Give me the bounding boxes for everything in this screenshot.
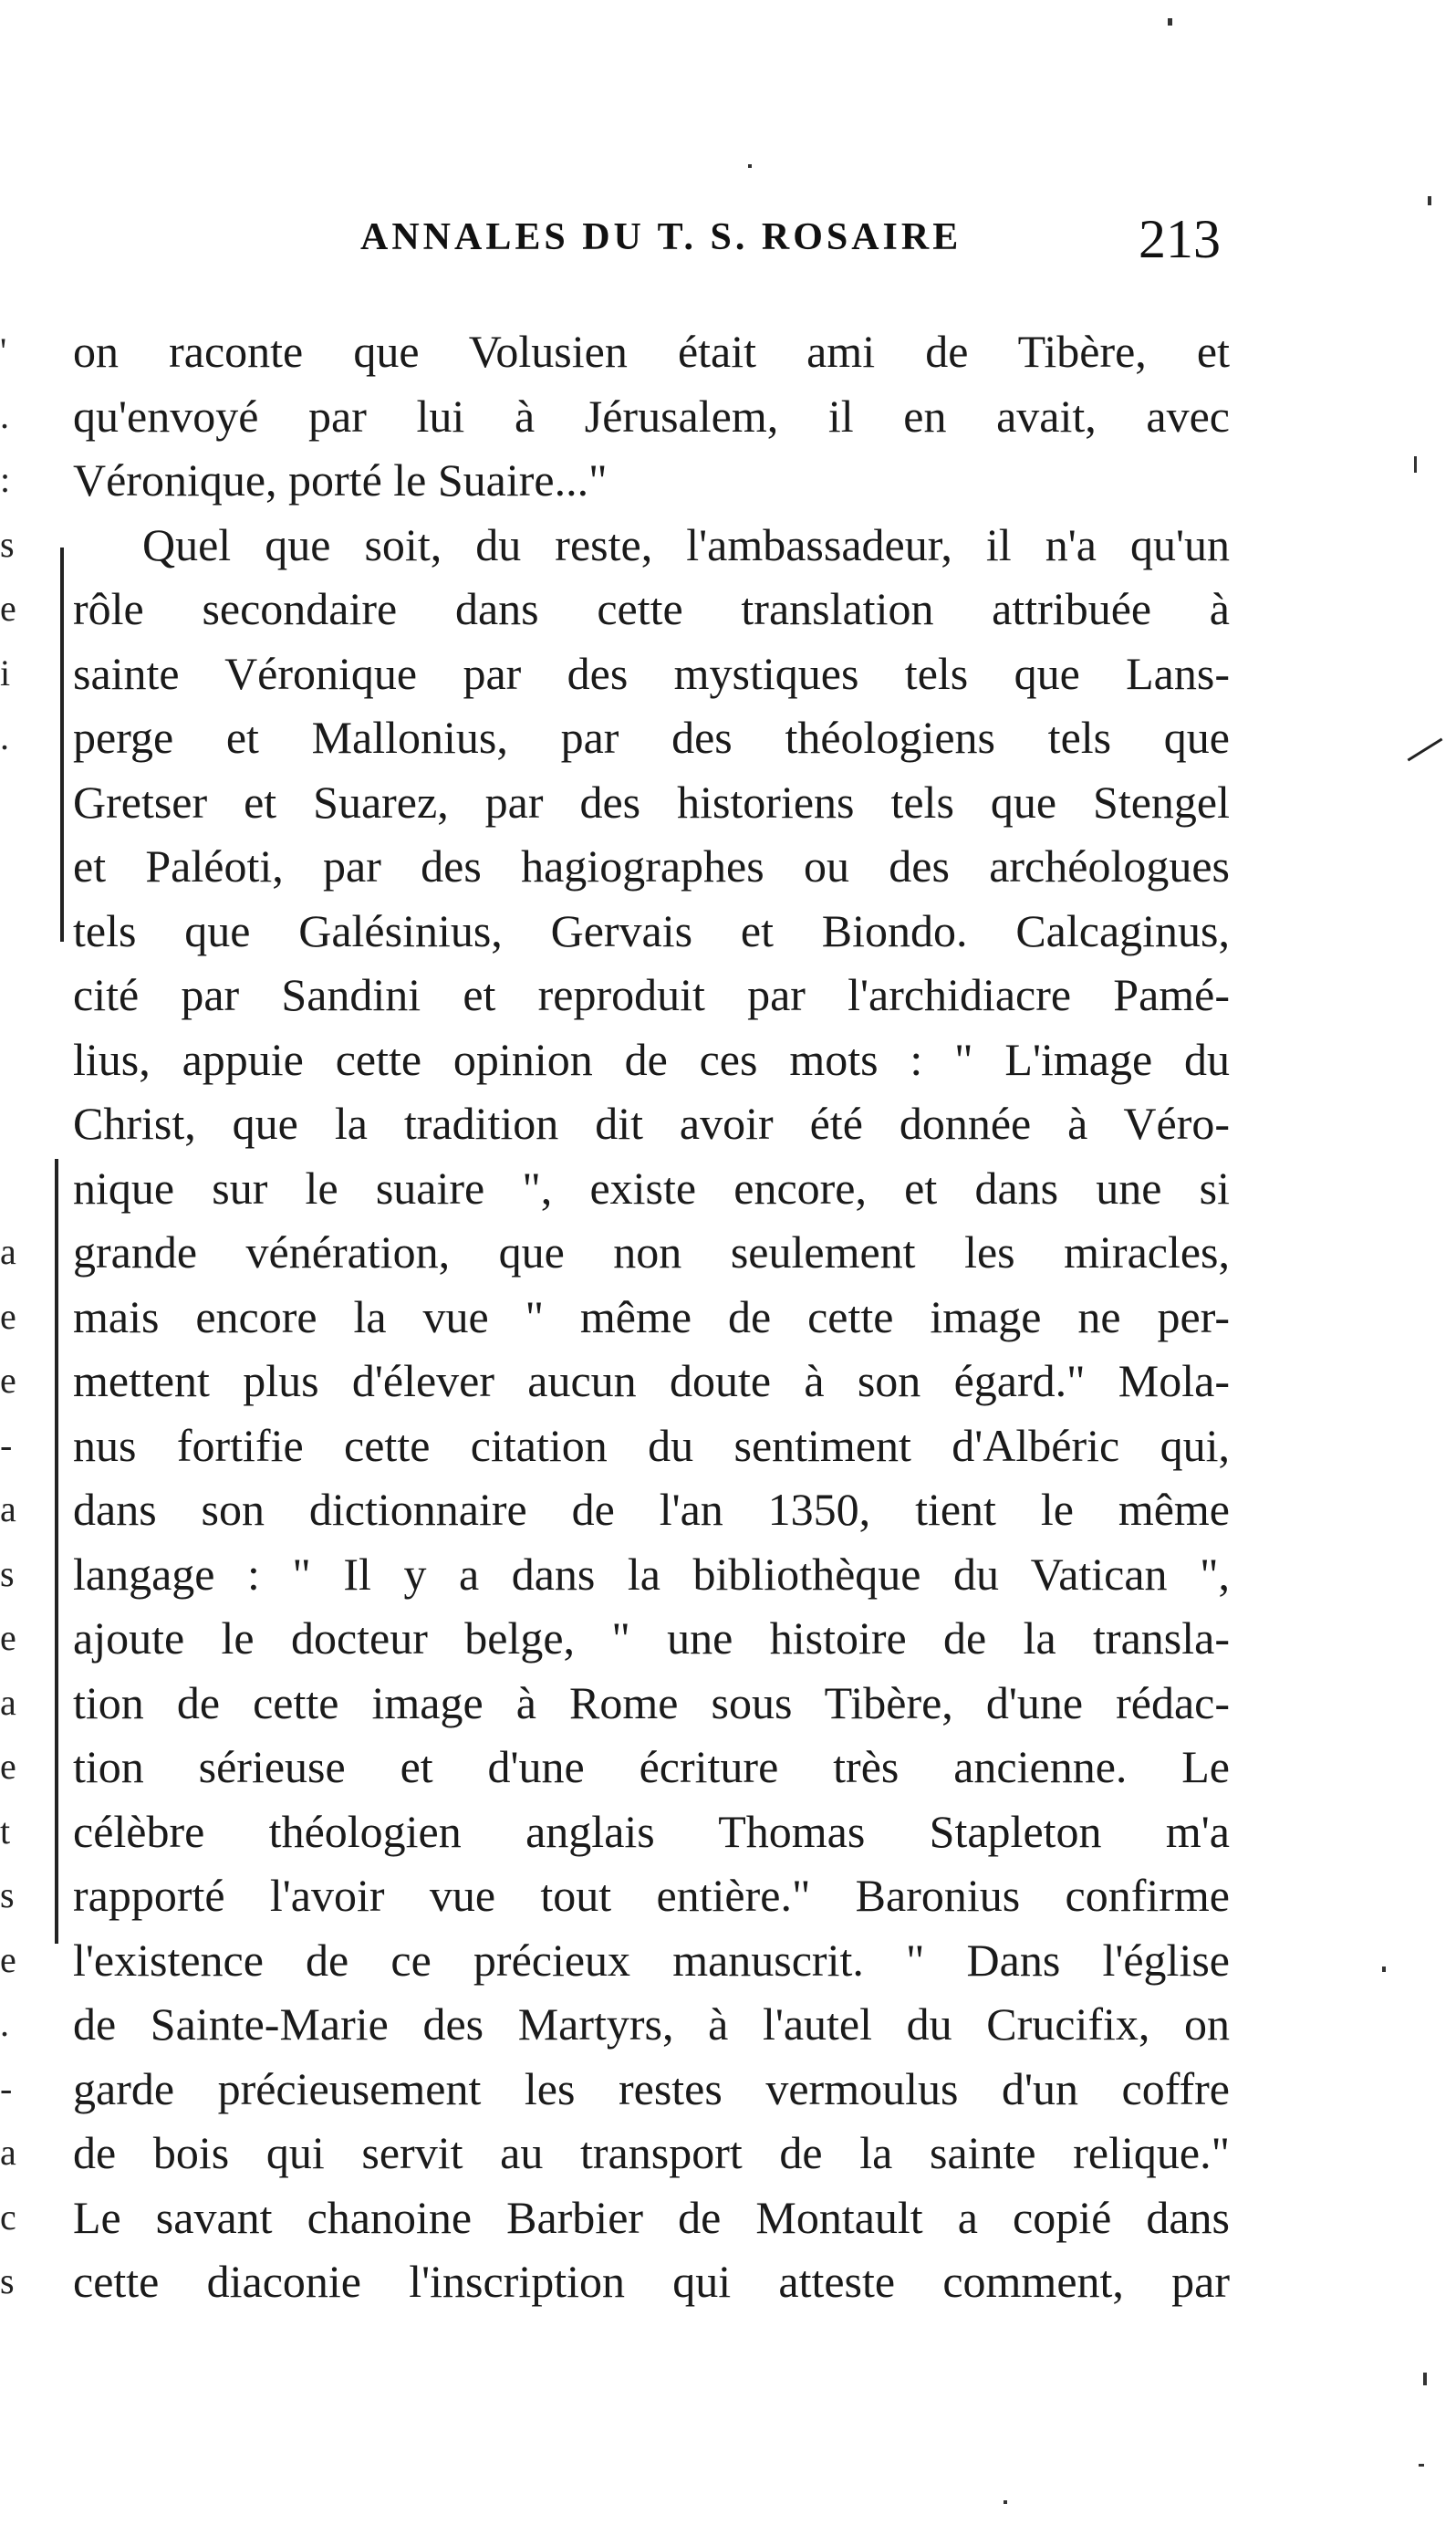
margin-fragment: e <box>0 588 16 629</box>
text-line: l'existence de ce précieux manuscrit. " Dans l'église <box>73 1934 1230 1986</box>
scan-speck <box>1423 2373 1427 2385</box>
margin-fragment: a <box>0 1488 16 1529</box>
text-line: mais encore la vue " même de cette image ne per- <box>73 1290 1230 1342</box>
margin-fragment: a <box>0 2132 16 2173</box>
text-line: cette diaconie l'inscription qui atteste comment, par <box>73 2256 1230 2307</box>
margin-fragment: i <box>0 652 11 694</box>
margin-fragment: e <box>0 1360 16 1401</box>
text-line: de Sainte-Marie des Martyrs, à l'autel du Crucifix, on <box>73 1998 1230 2050</box>
scan-speck <box>748 164 752 168</box>
text-line: nus fortifie cette citation du sentiment d'Albéric qui, <box>73 1419 1230 1471</box>
running-head: ANNALES DU T. S. ROSAIRE <box>360 216 962 258</box>
margin-fragment <box>0 899 27 964</box>
margin-fragment: e <box>0 1746 16 1787</box>
text-line: perge et Mallonius, par des théologiens tels que <box>73 712 1230 763</box>
margin-fragment <box>0 1028 27 1092</box>
margin-fragment <box>0 770 27 835</box>
margin-fragment: e <box>0 1617 16 1658</box>
text-line: Christ, que la tradition dit avoir été donnée à Véro- <box>73 1098 1230 1149</box>
margin-fragment: e <box>0 1938 16 1980</box>
text-line: rôle secondaire dans cette translation attribuée à <box>73 583 1230 634</box>
scan-speck <box>1168 18 1172 26</box>
margin-fragment: . <box>0 2003 9 2044</box>
margin-fragment: s <box>0 523 15 565</box>
text-line: sainte Véronique par des mystiques tels que Lans- <box>73 647 1230 699</box>
text-line: Le savant chanoine Barbier de Montault a copié dans <box>73 2191 1230 2243</box>
margin-fragment <box>0 1156 27 1221</box>
text-line: Gretser et Suarez, par des historiens tels que Stengel <box>73 776 1230 828</box>
text-line: et Paléoti, par des hagiographes ou des archéologues <box>73 840 1230 892</box>
text-line: grande vénération, que non seulement les miracles, <box>73 1226 1230 1278</box>
text-line: Véronique, porté le Suaire..." <box>73 454 608 506</box>
margin-fragment <box>0 1091 27 1156</box>
margin-fragment: ' <box>0 330 7 371</box>
margin-fragment <box>0 834 27 899</box>
text-line: garde précieusement les restes vermoulus d'un coffre <box>73 2062 1230 2114</box>
text-line: tion sérieuse et d'une écriture très ancienne. Le <box>73 1741 1230 1792</box>
text-line: lius, appuie cette opinion de ces mots : " L'image du <box>73 1033 1230 1085</box>
margin-fragment: t <box>0 1810 11 1852</box>
margin-fragment: s <box>0 2260 15 2301</box>
margin-fragment: . <box>0 394 9 436</box>
text-line: on raconte que Volusien était ami de Tibère, et <box>73 326 1230 377</box>
text-line: Quel que soit, du reste, l'ambassadeur, il n'a qu'un <box>142 518 1230 570</box>
text-line: nique sur le suaire ", existe encore, et dans une si <box>73 1162 1230 1214</box>
margin-fragment: c <box>0 2196 16 2238</box>
text-line: de bois qui servit au transport de la sainte relique." <box>73 2127 1230 2178</box>
scan-speck <box>1382 1966 1386 1972</box>
margin-rule <box>60 548 64 942</box>
text-line: dans son dictionnaire de l'an 1350, tient le même <box>73 1484 1230 1535</box>
text-line: tels que Galésinius, Gervais et Biondo. Calcaginus, <box>73 904 1230 956</box>
scan-speck <box>1004 2500 1007 2504</box>
text-line: langage : " Il y a dans la bibliothèque du Vatican ", <box>73 1548 1230 1600</box>
margin-fragment: a <box>0 1231 16 1272</box>
margin-fragment: a <box>0 1681 16 1723</box>
text-line: célèbre théologien anglais Thomas Stapleton m'a <box>73 1805 1230 1857</box>
scan-scratch <box>1408 738 1443 762</box>
margin-fragment: : <box>0 459 11 500</box>
scan-speck <box>1419 2464 1424 2467</box>
left-margin-bleed <box>0 319 27 2314</box>
text-line: qu'envoyé par lui à Jérusalem, il en avait, avec <box>73 390 1230 442</box>
margin-fragment: e <box>0 1295 16 1337</box>
margin-fragment: . <box>0 716 9 757</box>
text-line: cité par Sandini et reproduit par l'archidiacre Pamé- <box>73 969 1230 1020</box>
text-line: tion de cette image à Rome sous Tibère, d'une rédac- <box>73 1676 1230 1728</box>
text-line: ajoute le docteur belge, " une histoire de la transla- <box>73 1612 1230 1664</box>
page-number: 213 <box>1139 209 1221 269</box>
margin-fragment: s <box>0 1874 15 1915</box>
body-text <box>73 319 1230 2314</box>
margin-fragment: s <box>0 1552 15 1594</box>
margin-fragment <box>0 963 27 1028</box>
margin-fragment: - <box>0 2067 13 2109</box>
text-line: mettent plus d'élever aucun doute à son égard." Mola- <box>73 1355 1230 1406</box>
scan-speck <box>1414 456 1417 473</box>
margin-fragment: - <box>0 1424 13 1466</box>
text-line: rapporté l'avoir vue tout entière." Baronius confirme <box>73 1870 1230 1921</box>
scan-speck <box>1428 196 1431 205</box>
margin-rule <box>55 1159 58 1944</box>
